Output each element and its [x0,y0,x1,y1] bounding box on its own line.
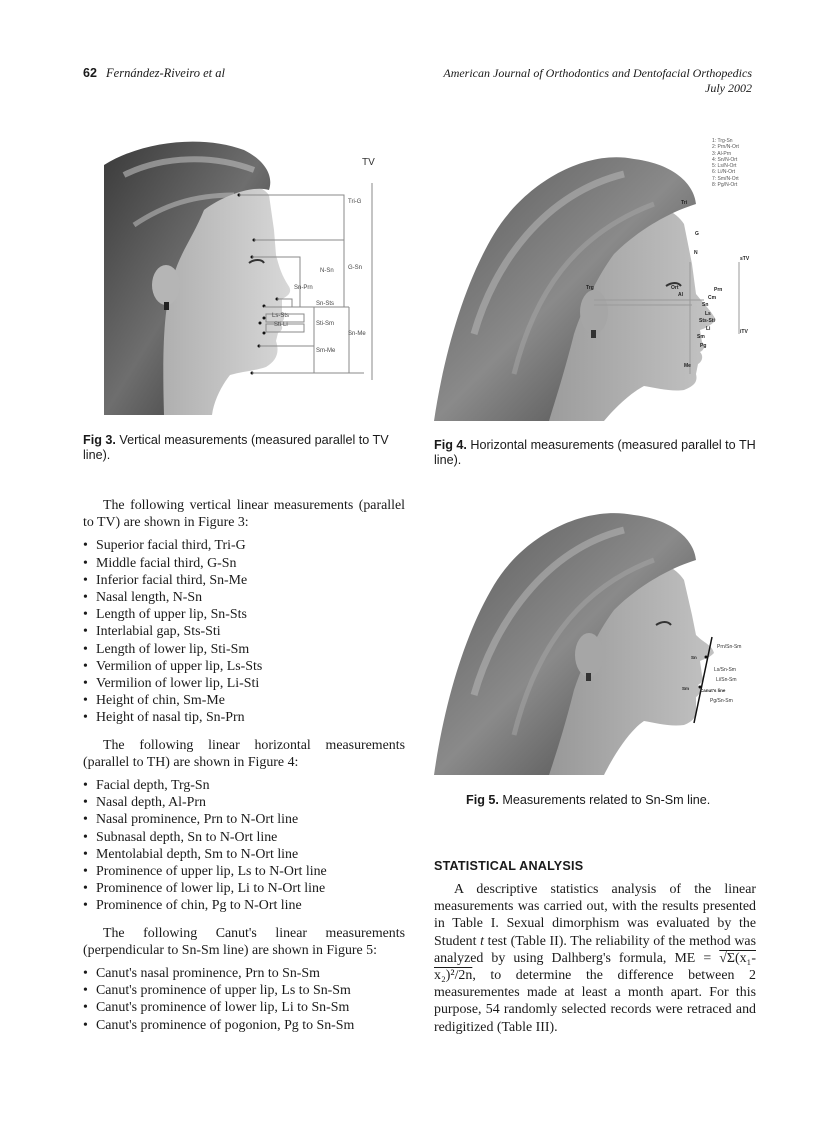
list-item: • Middle facial third, G-Sn [83,555,405,572]
fig3-label-sti-li: Sti-Li [274,322,288,328]
fig4-label-cm: Cm [708,295,717,301]
fig3-label-sm-me: Sm-Me [316,348,336,354]
list-item: • Length of lower lip, Sti-Sm [83,641,405,658]
list-item: • Nasal length, N-Sn [83,589,405,606]
fig4-legend-item: 2: Prn/N-Ort [712,144,739,151]
fig4-label-li: Li [706,326,711,332]
fig3-label-n-sn: N-Sn [320,268,334,274]
figure-5-image [434,495,759,775]
fig5-label-pg-sn-sm: Pg/Sn-Sm [710,698,733,704]
fig4-label-al: Al [678,292,683,298]
fig4-legend [712,138,739,188]
fig4-label-tri: Tri [681,200,688,206]
canut-measurements-intro: The following Canut's linear measurements (perpendicular to Sn-Sm line) are shown in Figure 5: [83,925,405,958]
fig4-legend-item: 5: Ls/N-Ort [712,163,737,170]
authors: Fernández-Riveiro et al [106,66,225,80]
horizontal-measurements-list [83,777,405,915]
journal-title: American Journal of Orthodontics and Dentofacial Orthopedics [443,66,752,80]
list-item: • Interlabial gap, Sts-Sti [83,623,405,640]
vertical-measurements-list [83,537,405,726]
running-header-left [83,66,225,81]
fig5-label-prn-sn-sm: Prn/Sn-Sm [717,644,742,650]
list-item: • Height of nasal tip, Sn-Prn [83,709,405,726]
dahlberg-formula: √Σ(x₁-x₂)²/2n [434,950,756,984]
fig5-label-ls-sn-sm: Ls/Sn-Sm [714,667,736,673]
paragraph-text: , to determine the difference between 2 measurementes made at least a month apart. For this purpose, 54 randomly selected records were retraced and redigitized (Table III). [434,968,756,1035]
right-column [434,881,756,1036]
fig5-label-sm: Sm [682,686,690,691]
figure-4-image [434,134,759,421]
fig4-legend-item: 7: Sm/N-Ort [712,175,739,182]
paragraph-text: A descriptive statistics analysis of the linear measurements was carried out, with the results presented in Table I. Sexual dimorphism was evaluated by the Student [434,882,756,949]
fig4-label-g: G [695,231,699,237]
list-item: • Superior facial third, Tri-G [83,537,405,554]
fig4-legend-item: 3: Al-Prn [712,150,732,157]
list-item: • Prominence of upper lip, Ls to N-Ort line [83,863,405,880]
fig3-label-tri-g: Tri-G [348,199,362,205]
running-header-right [443,66,752,96]
figure-5-caption-text: Measurements related to Sn-Sm line. [502,793,711,807]
left-column [83,497,405,1044]
fig4-label-stv: sTV [740,256,750,262]
list-item: • Canut's prominence of pogonion, Pg to Sn-Sm [83,1017,405,1034]
figure-3-caption [83,433,408,463]
fig4-label-prn: Prn [714,287,723,293]
fig4-label-sn: Sn [702,302,709,308]
fig3-label-sn-me: Sn-Me [348,331,366,337]
t-test-italic: t [480,933,484,949]
list-item: • Canut's prominence of upper lip, Ls to Sn-Sm [83,982,405,999]
fig5-label-sn: Sn [691,655,697,660]
fig4-label-itv: iTV [740,329,748,335]
fig4-label-sts-sti: Sts-Sti [699,318,715,324]
figure-5-caption [466,793,766,808]
fig5-label-canuts-line: Canut's line [700,688,726,693]
fig4-legend-item: 8: Pg/N-Ort [712,182,738,189]
fig3-label-sti-sm: Sti-Sm [316,321,334,327]
list-item: • Subnasal depth, Sn to N-Ort line [83,829,405,846]
fig4-label-trg: Trg [586,285,594,291]
list-item: • Inferior facial third, Sn-Me [83,572,405,589]
list-item: • Vermilion of lower lip, Li-Sti [83,675,405,692]
fig3-label-ls-sts: Ls-Sts [272,313,290,319]
list-item: • Canut's prominence of lower lip, Li to Sn-Sm [83,999,405,1016]
figure-4-label: Fig 4. [434,438,467,452]
figure-5-label: Fig 5. [466,793,499,807]
fig3-label-sn-sts: Sn-Sts [316,301,335,307]
fig4-legend-item: 1: Trg-Sn [712,138,733,144]
figure-4-caption-text: Horizontal measurements (measured parallel to TH line). [434,438,756,467]
list-item: • Prominence of lower lip, Li to N-Ort line [83,880,405,897]
horizontal-measurements-intro: The following linear horizontal measurements (parallel to TH) are shown in Figure 4: [83,737,405,770]
fig4-label-me: Me [684,363,691,369]
fig4-legend-item: 6: Li/N-Ort [712,169,736,176]
list-item: • Height of chin, Sm-Me [83,692,405,709]
fig3-label-g-sn: G-Sn [348,265,363,271]
list-item: • Nasal depth, Al-Prn [83,794,405,811]
vertical-measurements-intro: The following vertical linear measurements (parallel to TV) are shown in Figure 3: [83,498,405,531]
list-item: • Nasal prominence, Prn to N-Ort line [83,811,405,828]
page-number: 62 [83,66,97,80]
fig3-label-tv: TV [362,157,375,168]
figure-3-image [104,135,384,415]
figure-3-label: Fig 3. [83,433,116,447]
list-item: • Vermilion of upper lip, Ls-Sts [83,658,405,675]
list-item: • Prominence of chin, Pg to N-Ort line [83,897,405,914]
canut-measurements-list [83,965,405,1034]
fig4-label-ls: Ls [705,311,711,317]
list-item: • Mentolabial depth, Sm to N-Ort line [83,846,405,863]
fig4-label-n: N [694,250,698,256]
fig4-label-ort: Ort [671,285,679,291]
figure-3-caption-text: Vertical measurements (measured parallel to TV line). [83,433,389,462]
list-item: • Facial depth, Trg-Sn [83,777,405,794]
statistical-analysis-paragraph [434,881,756,1036]
fig4-label-pg: Pg [700,343,707,349]
fig4-label-sm: Sm [697,334,705,340]
paragraph-text: test (Table II). The reliability of the method was analyzed by using Dalhberg's formula, ME = [434,933,756,966]
fig5-label-li-sn-sm: Li/Sn-Sm [716,677,737,683]
list-item: • Length of upper lip, Sn-Sts [83,606,405,623]
section-heading: STATISTICAL ANALYSIS [434,859,584,873]
list-item: • Canut's nasal prominence, Prn to Sn-Sm [83,965,405,982]
fig3-label-sn-prn: Sn-Prn [294,285,313,291]
issue-date: July 2002 [705,81,752,95]
figure-4-caption [434,438,759,468]
fig4-legend-item: 4: Sn/N-Ort [712,156,738,163]
